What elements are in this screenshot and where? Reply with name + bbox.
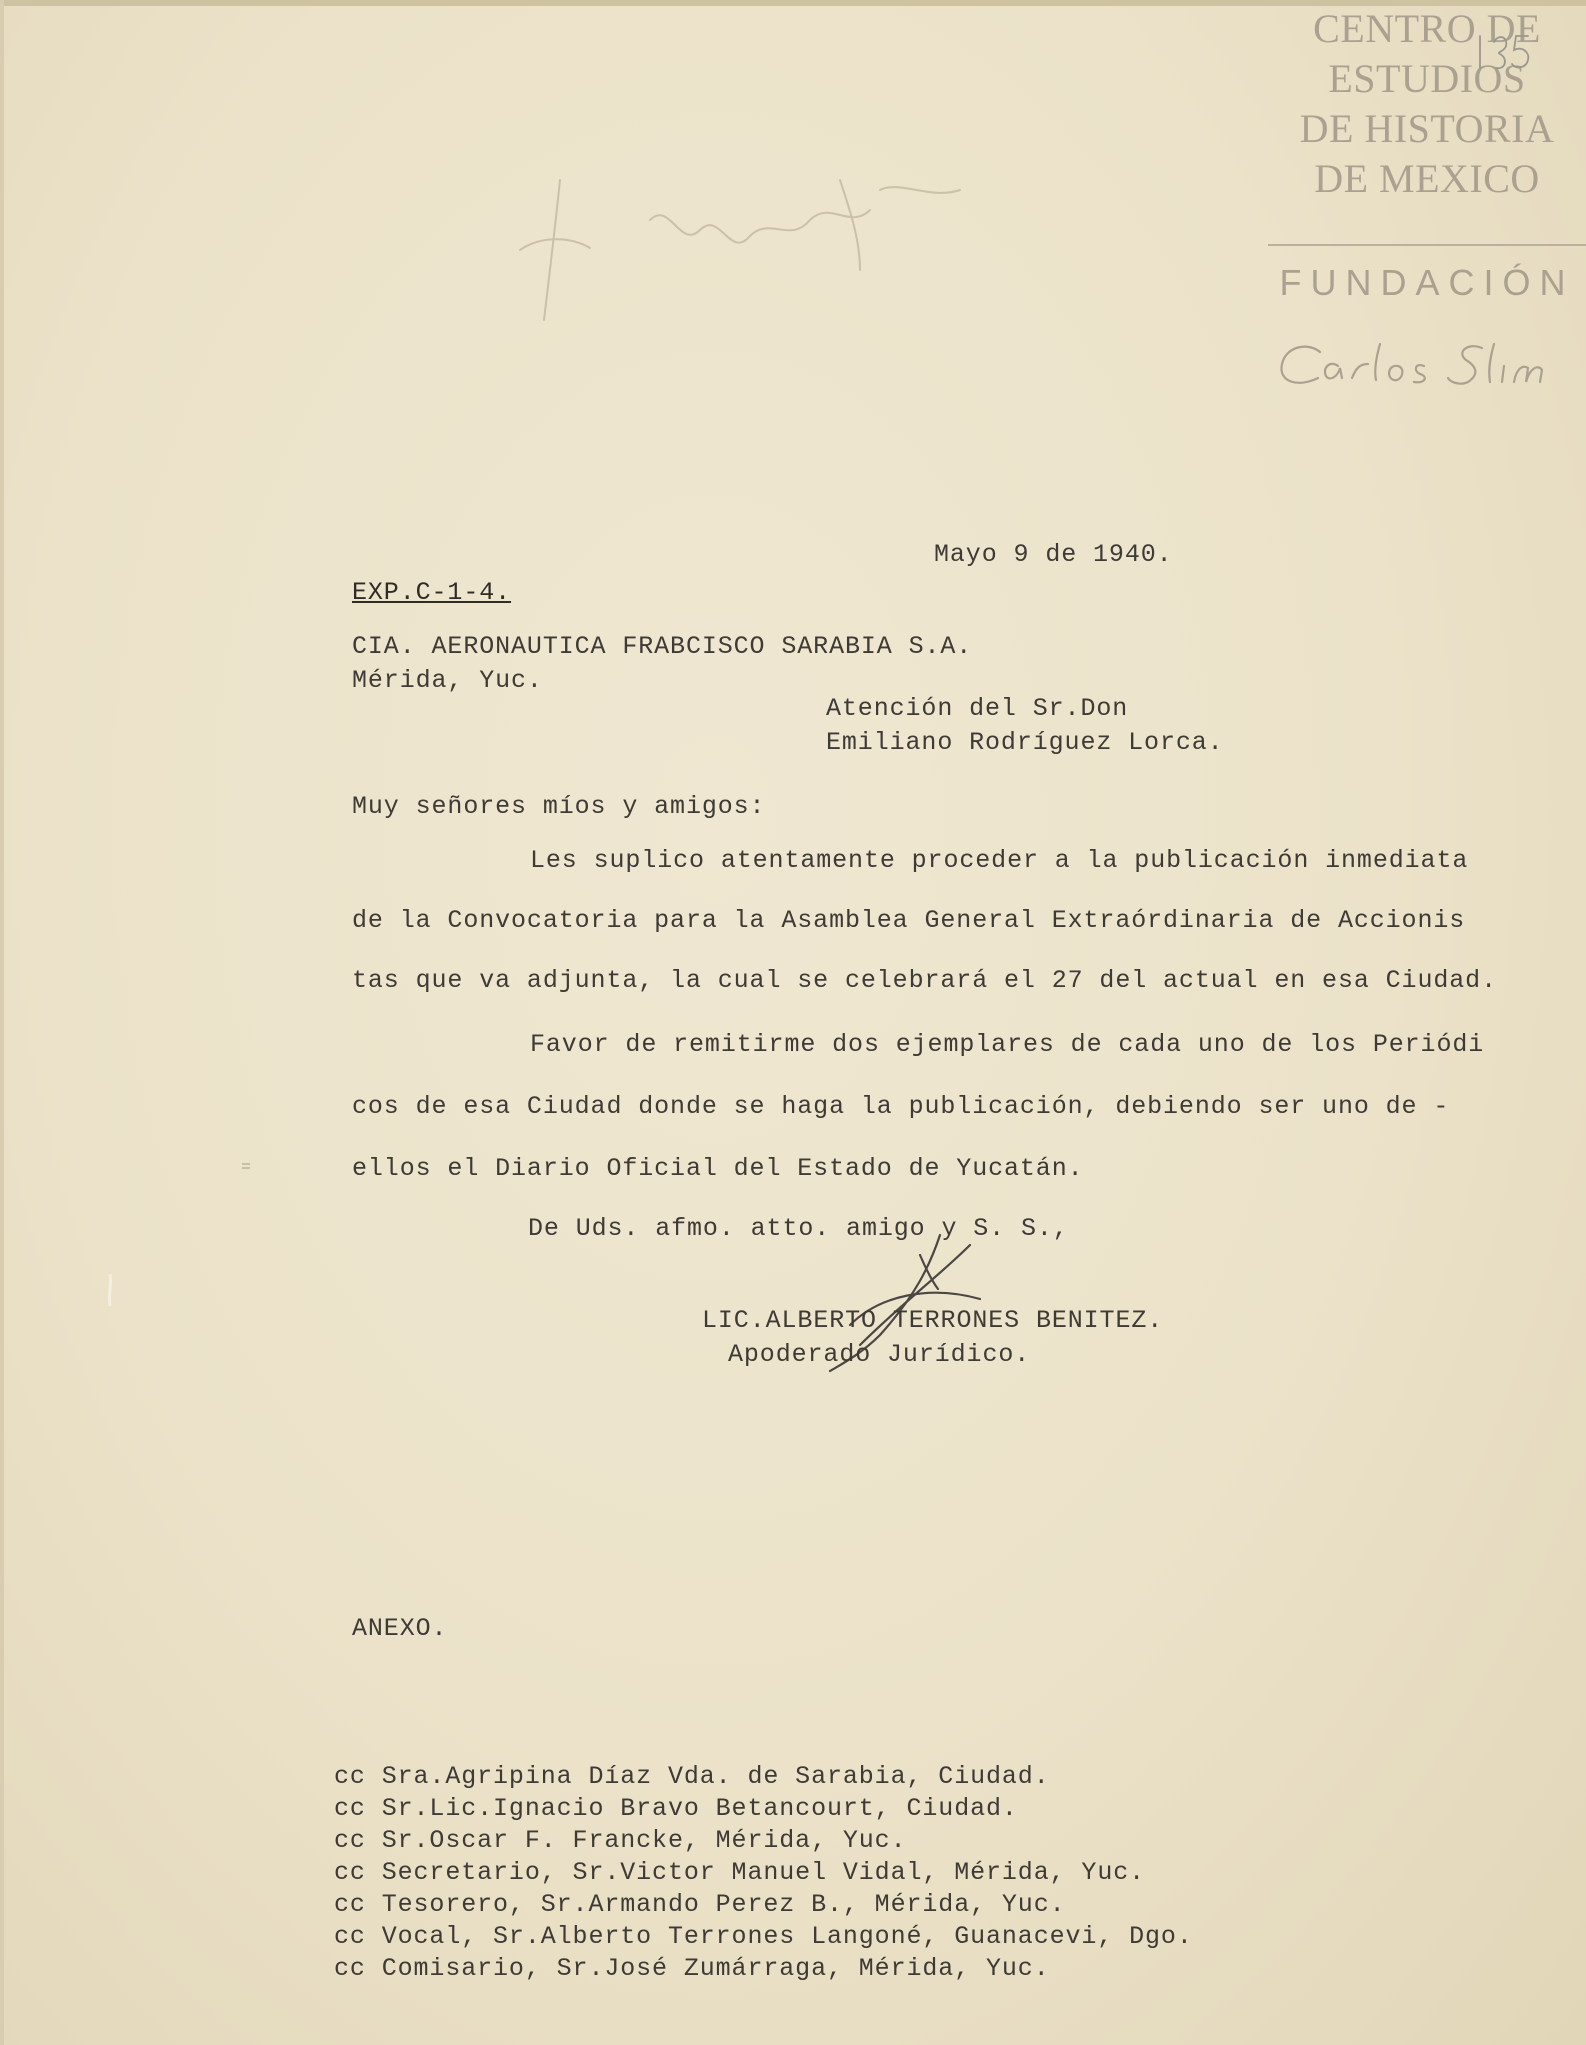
closing: De Uds. afmo. atto. amigo y S. S., (528, 1214, 1069, 1243)
stamp-line: DE MEXICO (1314, 156, 1540, 201)
body-line: ellos el Diario Oficial del Estado de Yucatán. (352, 1154, 1084, 1183)
cc-line: cc Secretario, Sr.Victor Manuel Vidal, Mérida, Yuc. (334, 1858, 1146, 1887)
margin-mark (100, 1270, 120, 1310)
annex-label: ANEXO. (352, 1614, 448, 1643)
pencil-annotation (500, 140, 1020, 340)
stamp-line: CENTRO DE (1313, 6, 1541, 51)
stamp-line: ESTUDIOS (1328, 56, 1526, 101)
margin-mark (236, 1150, 256, 1180)
body-line: de la Convocatoria para la Asamblea General Extraórdinaria de Accionis (352, 906, 1466, 935)
recipient-line: CIA. AERONAUTICA FRABCISCO SARABIA S.A. (352, 632, 973, 661)
file-reference: EXP.C-1-4. (352, 578, 512, 607)
signer-title: Apoderado Jurídico. (728, 1340, 1031, 1369)
body-line: Les suplico atentamente proceder a la publicación inmediata (530, 846, 1469, 875)
cc-line: cc Sr.Oscar F. Francke, Mérida, Yuc. (334, 1826, 907, 1855)
recipient-line: Mérida, Yuc. (352, 666, 543, 695)
cc-line: cc Tesorero, Sr.Armando Perez B., Mérida, Yuc. (334, 1890, 1066, 1919)
cc-line: cc Sr.Lic.Ignacio Bravo Betancourt, Ciudad. (334, 1794, 1018, 1823)
carlos-slim-signature-logo (1268, 322, 1586, 402)
cc-line: cc Comisario, Sr.José Zumárraga, Mérida, Yuc. (334, 1954, 1050, 1983)
body-line: Favor de remitirme dos ejemplares de cada uno de los Periódi (530, 1030, 1485, 1059)
page-edge-left (0, 0, 4, 2045)
signer-name: LIC.ALBERTO TERRONES BENITEZ. (702, 1306, 1164, 1335)
body-line: cos de esa Ciudad donde se haga la publicación, debiendo ser uno de - (352, 1092, 1450, 1121)
cc-line: cc Vocal, Sr.Alberto Terrones Langoné, Guanacevi, Dgo. (334, 1922, 1193, 1951)
letter-date: Mayo 9 de 1940. (934, 540, 1173, 569)
attention-line: Atención del Sr.Don (826, 694, 1129, 723)
stamp-line: DE HISTORIA (1299, 106, 1555, 151)
attention-line: Emiliano Rodríguez Lorca. (826, 728, 1224, 757)
stamp-divider (1268, 244, 1586, 246)
body-line: tas que va adjunta, la cual se celebrará el 27 del actual en esa Ciudad. (352, 966, 1497, 995)
stamp-foundation: FUNDACIÓN (1279, 262, 1575, 303)
salutation: Muy señores míos y amigos: (352, 792, 766, 821)
handwritten-page-number (1470, 24, 1540, 84)
cc-line: cc Sra.Agripina Díaz Vda. de Sarabia, Ciudad. (334, 1762, 1050, 1791)
